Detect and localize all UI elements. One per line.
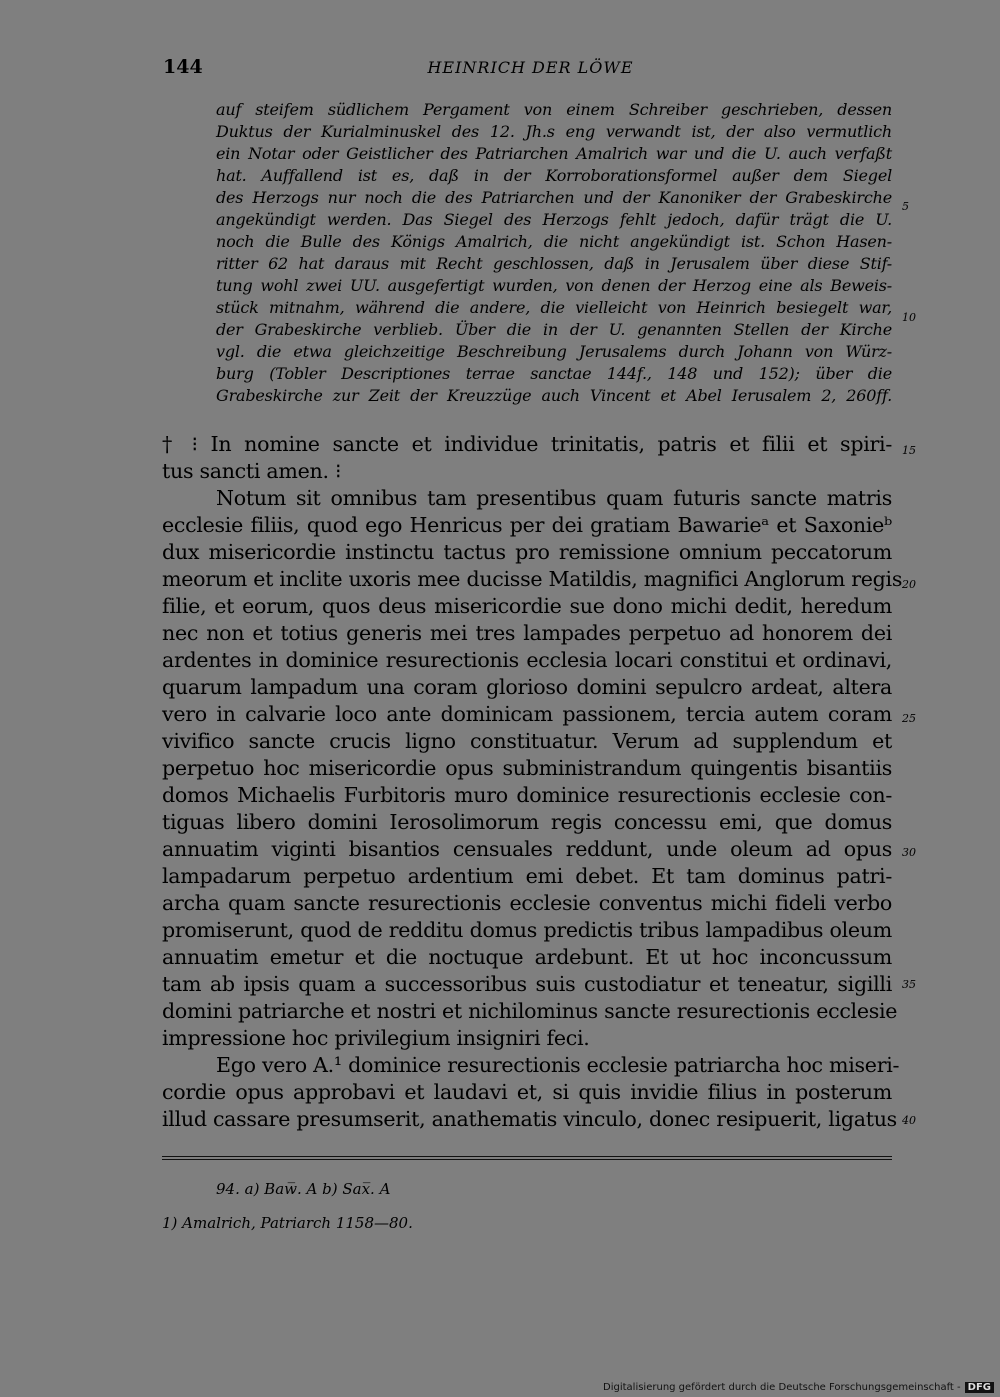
note-line: des Herzogs nur noch die des Patriarchen und der Kanoniker der Grabeskirche [216, 188, 892, 207]
text-line: Ego vero A.¹ dominice resurectionis ecclesie patriarcha hoc miseri- [216, 1053, 900, 1077]
note-line: burg (Tobler Descriptiones terrae sanctae 144f., 148 und 152); über die [216, 364, 892, 383]
text-line: ecclesie filiis, quod ego Henricus per dei gratiam Bawarieᵃ et Saxonieᵇ [162, 513, 892, 537]
note-line: Duktus der Kurialminuskel des 12. Jh.s eng verwandt ist, der also vermutlich [216, 122, 892, 141]
line-number: 15 [902, 444, 916, 457]
line-number: 5 [902, 200, 909, 213]
text-line: cordie opus approbavi et laudavi et, si quis invidie filius in posterum [162, 1080, 892, 1104]
line-number: 40 [902, 1114, 916, 1127]
explanatory-footnote: 1) Amalrich, Patriarch 1158—80. [162, 1214, 413, 1232]
note-line: hat. Auffallend ist es, daß in der Korroborationsformel außer dem Siegel [216, 166, 892, 185]
text-line: lampadarum perpetuo ardentium emi debet. Et tam dominus patri- [162, 864, 892, 888]
page-number: 144 [163, 56, 203, 78]
footnote-rule [162, 1156, 892, 1157]
digitization-credit [603, 1382, 994, 1393]
text-line: impressione hoc privilegium insigniri feci. [162, 1026, 590, 1050]
footnote-rule [162, 1159, 892, 1160]
text-line: meorum et inclite uxoris mee ducisse Matildis, magnifici Anglorum regis [162, 567, 903, 591]
note-line: ein Notar oder Geistlicher des Patriarchen Amalrich war und die U. auch verfaßt [216, 144, 892, 163]
note-line: ritter 62 hat daraus mit Recht geschlossen, daß in Jerusalem über diese Stif- [216, 254, 892, 273]
text-line: tiguas libero domini Ierosolimorum regis concessu emi, que domus [162, 810, 892, 834]
text-line: illud cassare presumserit, anathematis vinculo, donec resipuerit, ligatus [162, 1107, 897, 1131]
text-line: domos Michaelis Furbitoris muro dominice resurectionis ecclesie con- [162, 783, 892, 807]
text-line: annuatim viginti bisantios censuales reddunt, unde oleum ad opus [162, 837, 892, 861]
text-line: annuatim emetur et die noctuque ardebunt. Et ut hoc inconcussum [162, 945, 892, 969]
line-number: 35 [902, 978, 916, 991]
line-number: 10 [902, 311, 916, 324]
dfg-logo: DFG [965, 1382, 994, 1393]
text-line: promiserunt, quod de redditu domus predictis tribus lampadibus oleum [162, 918, 892, 942]
text-line: ardentes in dominice resurectionis ecclesia locari constitui et ordinavi, [162, 648, 892, 672]
note-line: noch die Bulle des Königs Amalrich, die nicht angekündigt ist. Schon Hasen- [216, 232, 892, 251]
note-line: der Grabeskirche verblieb. Über die in der U. genannten Stellen der Kirche [216, 320, 892, 339]
text-line: filie, et eorum, quos deus misericordie sue dono michi dedit, heredum [162, 594, 892, 618]
page-header [163, 56, 898, 82]
running-title: HEINRICH DER LÖWE [427, 58, 634, 77]
note-line: Grabeskirche zur Zeit der Kreuzzüge auch Vincent et Abel Ierusalem 2, 260ff. [216, 386, 892, 405]
text-line: tam ab ipsis quam a successoribus suis custodiatur et teneatur, sigilli [162, 972, 892, 996]
text-line: vivifico sancte crucis ligno constituatur. Verum ad supplendum et [162, 729, 892, 753]
note-line: angekündigt werden. Das Siegel des Herzogs fehlt jedoch, dafür trägt die U. [216, 210, 892, 229]
note-line: auf steifem südlichem Pergament von einem Schreiber geschrieben, dessen [216, 100, 892, 119]
note-line: tung wohl zwei UU. ausgefertigt wurden, von denen der Herzog eine als Beweis- [216, 276, 892, 295]
credit-text: Digitalisierung gefördert durch die Deutsche Forschungsgemeinschaft - [603, 1382, 961, 1393]
line-number: 30 [902, 846, 916, 859]
text-line: Notum sit omnibus tam presentibus quam futuris sancte matris [216, 486, 892, 510]
text-line: perpetuo hoc misericordie opus subministrandum quingentis bisantiis [162, 756, 892, 780]
text-line: dux misericordie instinctu tactus pro remissione omnium peccatorum [162, 540, 892, 564]
text-line: vero in calvarie loco ante dominicam passionem, tercia autem coram [162, 702, 892, 726]
text-line: archa quam sancte resurectionis ecclesie conventus michi fideli verbo [162, 891, 892, 915]
variant-footnote: 94. a) Baw̅. A b) Sax̅. A [216, 1180, 391, 1198]
text-line: † ⁝ In nomine sancte et individue trinitatis, patris et filii et spiri- [162, 432, 892, 456]
note-line: stück mitnahm, während die andere, die vielleicht von Heinrich besiegelt war, [216, 298, 892, 317]
line-number: 25 [902, 712, 916, 725]
text-line: nec non et totius generis mei tres lampades perpetuo ad honorem dei [162, 621, 892, 645]
text-line: tus sancti amen. ⁝ [162, 459, 342, 483]
text-line: quarum lampadum una coram glorioso domini sepulcro ardeat, altera [162, 675, 892, 699]
line-number: 20 [902, 578, 916, 591]
note-line: vgl. die etwa gleichzeitige Beschreibung Jerusalems durch Johann von Würz- [216, 342, 892, 361]
text-line: domini patriarche et nostri et nichilominus sancte resurectionis ecclesie [162, 999, 898, 1023]
